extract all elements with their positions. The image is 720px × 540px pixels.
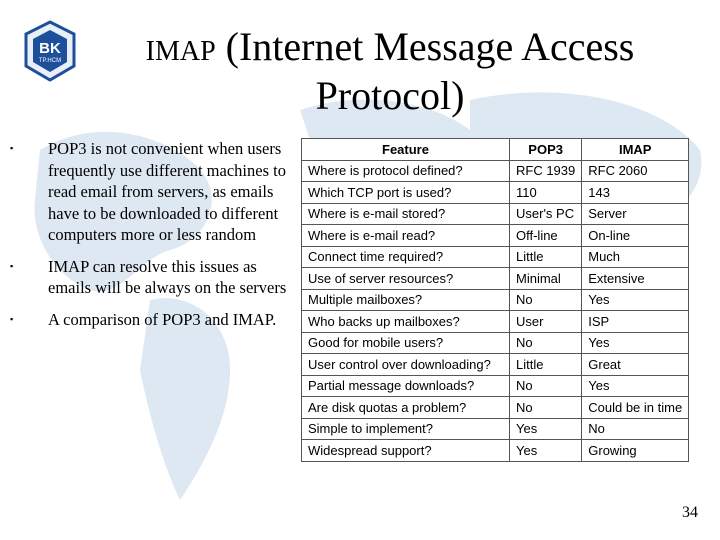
- title-line-1: (Internet Message Access: [225, 24, 635, 69]
- pop3-cell: Yes: [510, 440, 582, 462]
- imap-cell: ISP: [582, 311, 689, 333]
- bullet-dot: ▪: [10, 260, 14, 271]
- feature-cell: Simple to implement?: [302, 418, 510, 440]
- table-row: [302, 268, 689, 290]
- feature-cell: Multiple mailboxes?: [302, 289, 510, 311]
- pop3-cell: No: [510, 332, 582, 354]
- feature-cell: Use of server resources?: [302, 268, 510, 290]
- pop3-cell: Little: [510, 246, 582, 268]
- imap-cell: Yes: [582, 375, 689, 397]
- bullet-dot: ▪: [10, 313, 14, 324]
- table-header-row: [302, 139, 689, 161]
- table-row: [302, 203, 689, 225]
- imap-cell: Extensive: [582, 268, 689, 290]
- imap-cell: Yes: [582, 332, 689, 354]
- table-row: [302, 311, 689, 333]
- slide-title: [90, 25, 690, 118]
- feature-cell: Which TCP port is used?: [302, 182, 510, 204]
- imap-cell: Yes: [582, 289, 689, 311]
- bullet-list: [10, 138, 295, 340]
- table-row: [302, 418, 689, 440]
- table-row: [302, 375, 689, 397]
- feature-cell: Where is e-mail stored?: [302, 203, 510, 225]
- pop3-cell: No: [510, 397, 582, 419]
- table-row: [302, 354, 689, 376]
- pop3-cell: Minimal: [510, 268, 582, 290]
- feature-cell: Good for mobile users?: [302, 332, 510, 354]
- pop3-cell: 110: [510, 182, 582, 204]
- bullet-item: [10, 138, 295, 246]
- pop3-cell: RFC 1939: [510, 160, 582, 182]
- header-imap: IMAP: [582, 139, 689, 161]
- imap-cell: Growing: [582, 440, 689, 462]
- header-pop3: POP3: [510, 139, 582, 161]
- pop3-cell: Little: [510, 354, 582, 376]
- feature-cell: Where is protocol defined?: [302, 160, 510, 182]
- pop3-cell: No: [510, 375, 582, 397]
- feature-cell: Who backs up mailboxes?: [302, 311, 510, 333]
- imap-cell: RFC 2060: [582, 160, 689, 182]
- table-row: [302, 160, 689, 182]
- logo-text: BK: [39, 40, 61, 57]
- table-row: [302, 225, 689, 247]
- title-line-2: Protocol): [315, 73, 465, 118]
- feature-cell: Widespread support?: [302, 440, 510, 462]
- feature-cell: Connect time required?: [302, 246, 510, 268]
- comparison-table: [301, 138, 689, 462]
- feature-cell: Where is e-mail read?: [302, 225, 510, 247]
- table-row: [302, 182, 689, 204]
- pop3-cell: Yes: [510, 418, 582, 440]
- bullet-text: IMAP can resolve this issues as emails will be always on the servers: [48, 256, 287, 297]
- logo-subtext: TP.HCM: [38, 58, 62, 64]
- table-row: [302, 289, 689, 311]
- imap-cell: No: [582, 418, 689, 440]
- table-row: [302, 332, 689, 354]
- feature-cell: Partial message downloads?: [302, 375, 510, 397]
- title-acronym: IMAP: [145, 36, 216, 67]
- bullet-text: A comparison of POP3 and IMAP.: [48, 309, 277, 329]
- imap-cell: On-line: [582, 225, 689, 247]
- bullet-item: [10, 256, 295, 299]
- imap-cell: 143: [582, 182, 689, 204]
- bullet-item: [10, 309, 295, 331]
- pop3-cell: Off-line: [510, 225, 582, 247]
- imap-cell: Much: [582, 246, 689, 268]
- header-feature: Feature: [302, 139, 510, 161]
- pop3-cell: User's PC: [510, 203, 582, 225]
- table-row: [302, 246, 689, 268]
- table-row: [302, 440, 689, 462]
- feature-cell: Are disk quotas a problem?: [302, 397, 510, 419]
- bullet-dot: ▪: [10, 143, 14, 153]
- imap-cell: Server: [582, 203, 689, 225]
- pop3-cell: User: [510, 311, 582, 333]
- table-row: [302, 397, 689, 419]
- bullet-text: POP3 is not convenient when users frequently use different machines to read email from servers, as emails have to be downloaded to different computers more or less random: [48, 139, 286, 244]
- page-number: 34: [682, 504, 698, 521]
- pop3-cell: No: [510, 289, 582, 311]
- imap-cell: Could be in time: [582, 397, 689, 419]
- feature-cell: User control over downloading?: [302, 354, 510, 376]
- imap-cell: Great: [582, 354, 689, 376]
